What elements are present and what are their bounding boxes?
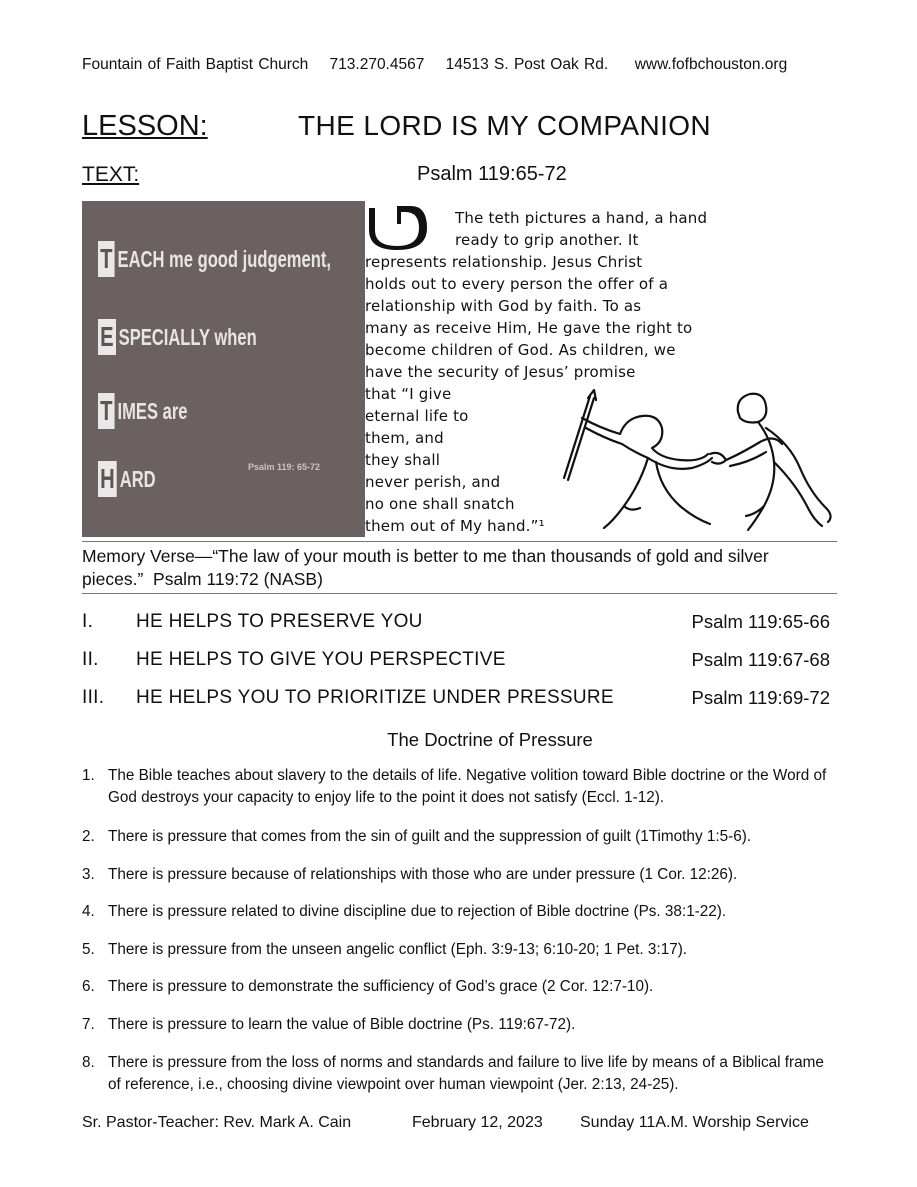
church-header bbox=[82, 56, 842, 74]
outline-point bbox=[82, 649, 842, 675]
doctrine-title: The Doctrine of Pressure bbox=[387, 729, 593, 750]
outline-point bbox=[82, 687, 842, 713]
teth-line: represents relationship. Jesus Christ bbox=[365, 253, 643, 271]
teth-line: that “I give bbox=[365, 385, 452, 403]
doctrine-item bbox=[82, 765, 837, 809]
banner-cap: T bbox=[98, 393, 115, 429]
doctrine-number: 8. bbox=[82, 1054, 95, 1071]
teth-line: them out of My hand.”¹ bbox=[365, 517, 545, 535]
outline-number: I. bbox=[82, 611, 94, 632]
banner-text: SPECIALLY when bbox=[118, 323, 257, 350]
banner-text: ARD bbox=[119, 465, 156, 492]
teth-line: eternal life to bbox=[365, 407, 469, 425]
banner-cap: H bbox=[98, 461, 117, 497]
banner-line-especially bbox=[98, 319, 257, 355]
banner-line-hard bbox=[98, 461, 156, 497]
outline-number: II. bbox=[82, 649, 99, 670]
dancing-figures-illustration bbox=[560, 388, 840, 538]
footer-service: Sunday 11A.M. Worship Service bbox=[580, 1114, 809, 1131]
doctrine-item bbox=[82, 826, 837, 848]
doctrine-number: 2. bbox=[82, 828, 95, 845]
outline-text: HE HELPS TO PRESERVE YOU bbox=[136, 611, 423, 632]
doctrine-text: There is pressure because of relationships with those who are under pressure (1 Cor. 12:26). bbox=[108, 866, 738, 883]
doctrine-text: There is pressure that comes from the sin of guilt and the suppression of guilt (1Timothy 1:5-6). bbox=[108, 828, 752, 845]
doctrine-number: 6. bbox=[82, 978, 95, 995]
outline-text: HE HELPS YOU TO PRIORITIZE UNDER PRESSURE bbox=[136, 687, 614, 708]
doctrine-number: 3. bbox=[82, 866, 95, 883]
teth-line: no one shall snatch bbox=[365, 495, 515, 513]
doctrine-text: There is pressure from the unseen angelic conflict (Eph. 3:9-13; 6:10-20; 1 Pet. 3:17). bbox=[108, 941, 688, 958]
outline-reference: Psalm 119:65-66 bbox=[691, 611, 830, 632]
lesson-row bbox=[82, 110, 842, 146]
outline-reference: Psalm 119:67-68 bbox=[691, 649, 830, 670]
memory-verse-quote: “The law of your mouth is better to me than thousands of gold and silver pieces.” bbox=[82, 546, 769, 589]
banner-cap: E bbox=[98, 319, 116, 355]
teth-line: them, and bbox=[365, 429, 444, 447]
doctrine-number: 7. bbox=[82, 1016, 95, 1033]
teth-acrostic-banner bbox=[82, 201, 365, 537]
banner-line-teach bbox=[98, 241, 331, 277]
memory-verse-reference: Psalm 119:72 (NASB) bbox=[153, 569, 323, 589]
teth-line: have the security of Jesus’ promise bbox=[365, 363, 636, 381]
doctrine-item bbox=[82, 864, 837, 886]
text-reference: Psalm 119:65-72 bbox=[417, 163, 567, 185]
church-website[interactable]: www.fofbchouston.org bbox=[634, 56, 788, 73]
lesson-label: LESSON: bbox=[82, 110, 208, 142]
banner-text: EACH me good judgement, bbox=[117, 245, 331, 272]
teth-line: never perish, and bbox=[365, 473, 501, 491]
teth-line: holds out to every person the offer of a bbox=[365, 275, 669, 293]
doctrine-number: 5. bbox=[82, 941, 95, 958]
doctrine-text: There is pressure to learn the value of Bible doctrine (Ps. 119:67-72). bbox=[108, 1016, 576, 1033]
doctrine-item bbox=[82, 976, 837, 998]
text-row bbox=[82, 163, 842, 189]
doctrine-text: There is pressure to demonstrate the sufficiency of God’s grace (2 Cor. 12:7-10). bbox=[108, 978, 654, 995]
outline-reference: Psalm 119:69-72 bbox=[691, 687, 830, 708]
footer-date: February 12, 2023 bbox=[412, 1114, 543, 1131]
doctrine-item bbox=[82, 1052, 837, 1096]
outline-text: HE HELPS TO GIVE YOU PERSPECTIVE bbox=[136, 649, 506, 670]
memory-verse bbox=[82, 541, 837, 594]
memory-verse-label: Memory Verse— bbox=[82, 546, 213, 566]
doctrine-text: There is pressure related to divine discipline due to rejection of Bible doctrine (Ps. 38:1-22). bbox=[108, 903, 727, 920]
banner-reference: Psalm 119: 65-72 bbox=[248, 462, 321, 472]
church-name: Fountain of Faith Baptist Church bbox=[82, 56, 309, 73]
teth-line: many as receive Him, He gave the right to bbox=[365, 319, 693, 337]
doctrine-item bbox=[82, 1014, 837, 1036]
doctrine-number: 4. bbox=[82, 903, 95, 920]
text-label: TEXT: bbox=[82, 163, 140, 186]
teth-line: they shall bbox=[365, 451, 441, 469]
doctrine-text: There is pressure from the loss of norms and standards and failure to live life by means of a Biblical frame of reference, i.e., choosing divine viewpoint over human viewpoint (Jer. 2:13, 24-25). bbox=[108, 1054, 824, 1093]
outline-number: III. bbox=[82, 687, 105, 708]
lesson-title: THE LORD IS MY COMPANION bbox=[298, 110, 712, 141]
banner-text: IMES are bbox=[117, 397, 188, 424]
doctrine-item bbox=[82, 901, 837, 923]
footer-pastor: Sr. Pastor-Teacher: Rev. Mark A. Cain bbox=[82, 1114, 352, 1131]
teth-line: become children of God. As children, we bbox=[365, 341, 676, 359]
banner-line-times bbox=[98, 393, 187, 429]
teth-line: relationship with God by faith. To as bbox=[365, 297, 642, 315]
doctrine-item bbox=[82, 939, 837, 961]
outline-point bbox=[82, 611, 842, 637]
teth-line: ready to grip another. It bbox=[455, 231, 639, 249]
teth-line: The teth pictures a hand, a hand bbox=[455, 209, 708, 227]
doctrine-number: 1. bbox=[82, 767, 95, 784]
doctrine-text: The Bible teaches about slavery to the details of life. Negative volition toward Bible doctrine or the Word of God destroys your capacity to enjoy life to the point it does not satisfy (Eccl. 1-12). bbox=[108, 767, 827, 806]
banner-cap: T bbox=[98, 241, 115, 277]
church-address: 14513 S. Post Oak Rd. bbox=[445, 56, 609, 73]
church-phone: 713.270.4567 bbox=[329, 56, 425, 73]
